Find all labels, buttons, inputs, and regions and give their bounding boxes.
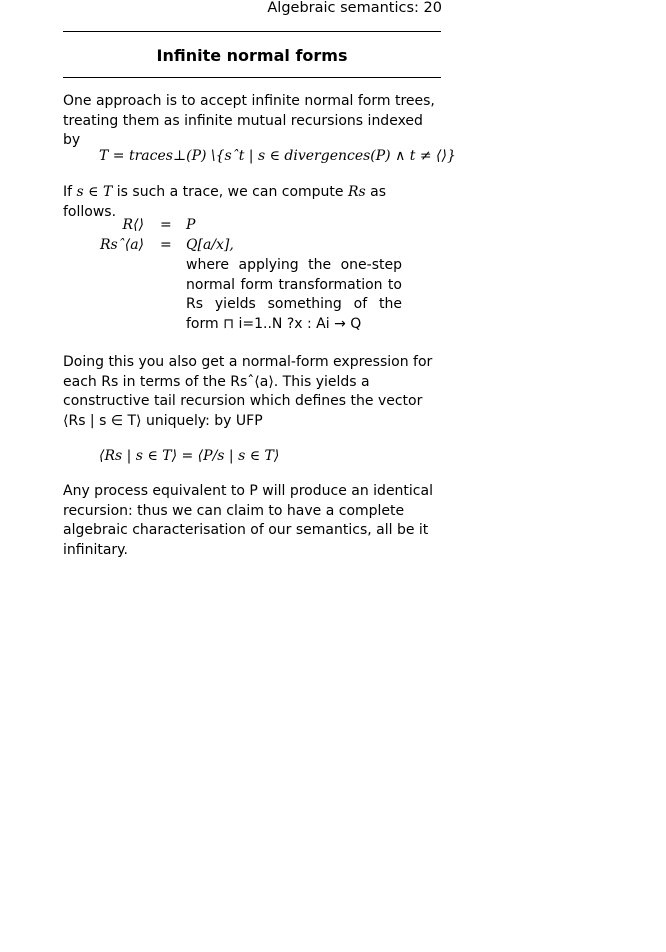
eq2-equals: =	[160, 237, 172, 253]
math-s-in-T: s ∈ T	[76, 184, 113, 200]
p2-after: as follows.	[63, 184, 387, 220]
bottom-rule	[63, 77, 441, 78]
paragraph-intro: One approach is to accept infinite normal form trees, treating them as infinite mutual recursions indexed by	[63, 93, 435, 148]
eq1-lhs: R⟨⟩	[122, 217, 144, 233]
p2-middle: is such a trace, we can compute	[112, 184, 348, 200]
p2-before: If	[63, 184, 77, 200]
eq1-equals: =	[160, 217, 172, 233]
display-formula-traces: T = traces⊥(P) \{sˆt | s ∈ divergences(P) ∧ t ≠ ⟨⟩}	[99, 148, 456, 164]
section-title: Infinite normal forms	[156, 46, 348, 65]
paragraph-conclusion: Any process equivalent to P will produce an identical recursion: thus we can claim to have a complete algebraic characterisation of our semantics, all be it infinitary.	[63, 483, 433, 558]
eq2-rhs: Q[a/x],	[186, 237, 234, 253]
eq2-lhs: Rsˆ⟨a⟩	[100, 237, 144, 253]
paragraph-normal-form: Doing this you also get a normal-form expression for each Rs in terms of the Rsˆ⟨a⟩. This yields a constructive tail recursion which defines the vector ⟨Rs | s ∈ T⟩ uniquely: by UFP	[63, 354, 433, 429]
top-rule	[63, 31, 441, 32]
where-clause: where applying the one-step normal form transformation to Rs yields something of the form ⊓ i=1..N ?x : Ai → Q	[186, 257, 402, 332]
running-header: Algebraic semantics: 20	[267, 0, 442, 16]
display-formula-ufp: ⟨Rs | s ∈ T⟩ = ⟨P/s | s ∈ T⟩	[99, 448, 280, 464]
eq1-rhs: P	[186, 217, 196, 233]
math-Rs: Rs	[347, 184, 366, 200]
